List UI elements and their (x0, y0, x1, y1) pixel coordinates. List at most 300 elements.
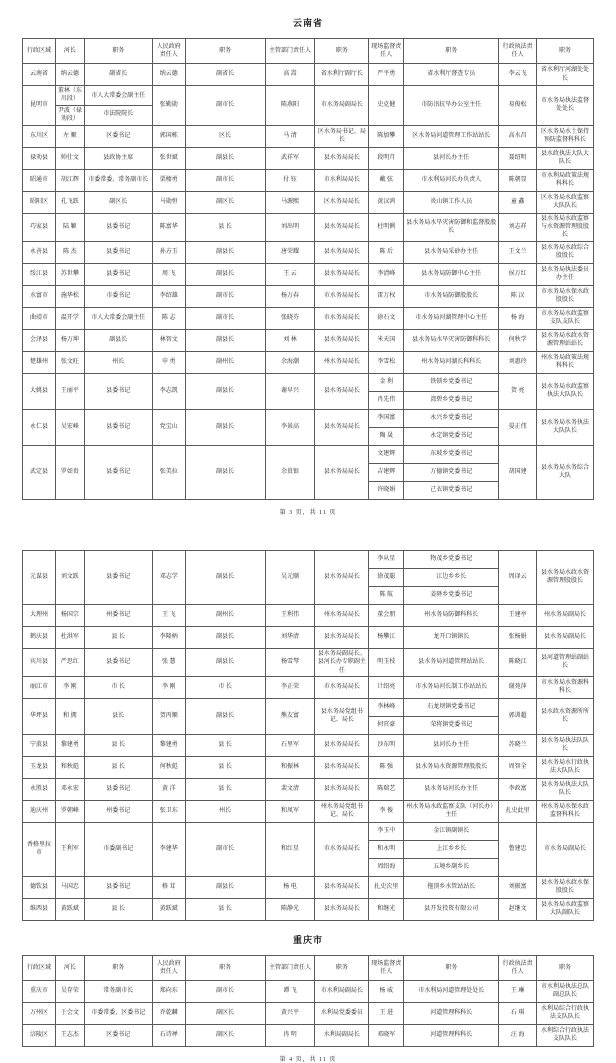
cell: 王 飞 (152, 604, 185, 626)
cell: 郭训超 (499, 698, 537, 734)
cell: 余贵银 (265, 445, 315, 499)
cell: 晏正伟 (499, 409, 537, 445)
cell: 昭通市 (23, 169, 56, 191)
cell: 格 茸 (152, 876, 185, 898)
cell: 市水务局水保水政股股长 (537, 285, 594, 307)
header-cell: 职务 (84, 39, 152, 64)
cell: 高 嵩 (265, 64, 315, 86)
cell: 县水务局副局长、县河长办专职副主任 (315, 648, 369, 676)
sub-cell: 李玉中 (377, 828, 396, 835)
cell: 州水务局副局长 (537, 604, 594, 626)
cell: 党宝山 (152, 409, 185, 445)
cell: 鹤庆县 (23, 626, 56, 648)
cell: 黄 洋 (152, 778, 185, 800)
cell: 区水务局书记、局长 (315, 125, 369, 147)
cell: 市委常委、常务副市长 (84, 169, 152, 191)
cell: 县水务局局长 (315, 241, 369, 263)
table-row (23, 169, 594, 191)
header-cell: 职务 (185, 955, 265, 980)
cell: 罗朝峰 (55, 800, 84, 822)
cell: 州长 (84, 351, 152, 373)
cell: 郭国栋 (152, 125, 185, 147)
cell: 副区长 (84, 191, 152, 213)
cell: 市委书记 (84, 285, 152, 307)
header-cell: 职务 (404, 39, 499, 64)
cell: 黄跃斌 (55, 898, 84, 920)
chongqing-table (22, 955, 594, 1047)
sub-cell: 李国富 (377, 415, 396, 422)
page-break-gap (22, 516, 594, 550)
cell: 苏晓兰 (499, 734, 537, 756)
cell: 陈瑞艺 (369, 778, 404, 800)
cell: 李政富 (499, 778, 537, 800)
cell: 昭阳区 (23, 191, 56, 213)
cell: 曲靖市 (23, 307, 56, 329)
table-row (23, 734, 594, 756)
sub-cell: 湾碧乡党委书记 (404, 391, 498, 409)
cell: 河道管理科科长 (404, 1002, 499, 1024)
cell: 李绍雄 (152, 285, 185, 307)
cell: 市水利局执法总队副总队长 (537, 980, 594, 1002)
cell: 刘出明 (265, 213, 315, 241)
cell: 黄汉鸿 (369, 191, 404, 213)
cell: 县水务局局长 (315, 626, 369, 648)
cell: 陈 杰 (55, 241, 84, 263)
cell: 谢早兴 (265, 373, 315, 409)
cell: 市委常委、区委书记 (84, 1002, 152, 1024)
cell: 刘 林 (265, 329, 315, 351)
page-footer-3: 第 3 页，共 11 页 (279, 509, 337, 516)
cell: 乔乾麟 (152, 1002, 185, 1024)
cell: 黄兴平 (265, 1002, 315, 1024)
header-cell: 人民政府责任人 (152, 955, 185, 980)
cell: 陈富华 (152, 213, 185, 241)
cell: 何秋学 (499, 329, 537, 351)
cell: 张杨娟 (499, 626, 537, 648)
cell: 刘志祥 (499, 213, 537, 241)
cell: 李景高 (265, 409, 315, 445)
cell: 维西县 (23, 898, 56, 920)
cell: 县水务局副局长 (537, 626, 594, 648)
cell: 县 长 (84, 626, 152, 648)
table-row (23, 778, 594, 800)
table-row (23, 86, 594, 126)
cell: 县水务局局长 (315, 147, 369, 169)
cell: 周 飞 (152, 263, 185, 285)
cell: 市水务局副局长 (315, 86, 369, 126)
cell (369, 409, 404, 445)
cell: 县水务局水政监察大队副队长 (537, 898, 594, 920)
cell: 州水务局水政监察支队（河长办）主任 (404, 800, 499, 822)
sub-cell: 万德镇党委书记 (404, 463, 498, 481)
table-row (23, 648, 594, 676)
cell: 杨万春 (265, 285, 315, 307)
cell: 李雪松 (369, 351, 404, 373)
cell: 石 琪 (499, 1002, 537, 1024)
cell: 董会朋 (369, 604, 404, 626)
cell: 水利局党委委员 (315, 1002, 369, 1024)
cell: 县 长 (185, 778, 265, 800)
cell: 王 云 (265, 263, 315, 285)
cell: 县水务局水政水资源管理股股长 (537, 550, 594, 604)
cell: 易俊松 (499, 86, 537, 126)
cell: 谭 飞 (265, 980, 315, 1002)
cell (369, 698, 404, 734)
cell: 宁蒗县 (23, 734, 56, 756)
cell: 副县长 (185, 698, 265, 734)
cell: 县水务局水旱灾害防御科科长 (404, 329, 499, 351)
cell: 副市长 (185, 307, 265, 329)
cell: 万州区 (23, 1002, 56, 1024)
cell: 区委书记 (84, 125, 152, 147)
cell: 县河道管理站副站长 (537, 648, 594, 676)
cell: 县政协主席 (84, 147, 152, 169)
cell: 杨 电 (265, 876, 315, 898)
cell: 陆 颖 (55, 213, 84, 241)
cell: 水利局综合行政执法支队队长 (537, 1002, 594, 1024)
cell: 县河长办主任 (404, 147, 499, 169)
cell: 刘振富 (499, 876, 537, 898)
cell: 鲁建忠 (499, 822, 537, 876)
cell: 副县长 (185, 409, 265, 445)
cell: 冉 明 (265, 1024, 315, 1046)
cell: 郑向东 (152, 980, 185, 1002)
cell: 永善县 (23, 241, 56, 263)
cell: 省水利厅督查专员 (404, 64, 499, 86)
header-cell: 主管部门责任人 (265, 39, 315, 64)
cell: 县委书记 (84, 409, 152, 445)
cell: 栗榛勇 (152, 169, 185, 191)
cell: 市防汛抗旱办公室主任 (404, 86, 499, 126)
cell: 邓晓军 (369, 1024, 404, 1046)
cell: 河道管理科科长 (404, 1024, 499, 1046)
cell: 大姚县 (23, 373, 56, 409)
cell: 县水务局采砂办主任 (404, 241, 499, 263)
cell: 副省长 (185, 64, 265, 86)
table-row (23, 263, 594, 285)
cell: 汪 海 (499, 1024, 537, 1046)
cell: 市水务局局长 (315, 676, 369, 698)
cell: 县水务局局长 (315, 373, 369, 409)
cell: 州水务局局长 (315, 351, 369, 373)
cell: 市水务局局长 (315, 285, 369, 307)
cell: 县水务局执法大队队长 (537, 778, 594, 800)
header-cell: 现场监督责任人 (369, 955, 404, 980)
cell: 石诗禅 (152, 1024, 185, 1046)
cell: 李志凯 (152, 373, 185, 409)
cell: 李正荣 (265, 676, 315, 698)
table-row (23, 125, 594, 147)
cell: 侯万红 (499, 263, 537, 285)
header-row (23, 955, 594, 980)
cell: 黎建勇 (55, 734, 84, 756)
table-row (23, 285, 594, 307)
cell (404, 822, 499, 876)
cell: 付 钰 (265, 169, 315, 191)
cell: 龙开口镇镇长 (404, 626, 499, 648)
cell: 陈晓江 (499, 648, 537, 676)
cell: 市水利局河长办负责人 (404, 169, 499, 191)
table-row (23, 1024, 594, 1046)
table-row (23, 64, 594, 86)
sub-cell: 文建辉 (377, 451, 396, 458)
cell: 戴 弦 (369, 169, 404, 191)
cell: 县水务局局长 (315, 734, 369, 756)
sub-cell: 金 利 (379, 379, 394, 386)
sub-cell: 东坡乡党委书记 (430, 451, 473, 458)
cell (369, 822, 404, 876)
cell: 县水务局水旱灾害防御和监督股股长 (404, 213, 499, 241)
sub-cell: 徐茂聪 (369, 568, 403, 586)
cell: 永胜县 (23, 778, 56, 800)
cell: 区长 (185, 125, 265, 147)
header-row (23, 39, 594, 64)
cell: 县水务局水资源管理股股长 (404, 756, 499, 778)
cell: 副县长 (185, 648, 265, 676)
cell: 县委书记 (84, 263, 152, 285)
table-row (23, 980, 594, 1002)
cell: 和红星 (265, 822, 315, 876)
header-cell: 主管部门责任人 (265, 955, 315, 980)
province-title-yunnan: 云南省 (292, 18, 323, 28)
cell: 副县长 (185, 373, 265, 409)
cell: 副区长 (185, 1024, 265, 1046)
cell: 县水务局局长 (315, 756, 369, 778)
cell: 段明月 (369, 147, 404, 169)
sub-cell: 李林峰 (377, 704, 396, 711)
cell: 区委书记 (84, 1024, 152, 1046)
cell: 马源熙 (265, 191, 315, 213)
cell: 王文兰 (499, 241, 537, 263)
sub-cell: 己衣镇党委书记 (404, 481, 498, 499)
cell: 省水利厅副厅长 (315, 64, 369, 86)
cell: 省水利厅河湖处处长 (537, 64, 594, 86)
header-cell: 河长 (55, 955, 84, 980)
table-row (23, 756, 594, 778)
cell: 县水务局局长 (315, 898, 369, 920)
cell: 禄劝县 (23, 147, 56, 169)
cell: 副州长 (185, 604, 265, 626)
header-cell: 职务 (84, 955, 152, 980)
cell: 县水务局水务综合大队 (537, 445, 594, 499)
header-cell: 行政区域 (23, 39, 56, 64)
cell: 县水务局河长办主任 (404, 778, 499, 800)
header-cell: 职务 (537, 39, 594, 64)
cell (369, 373, 404, 409)
cell: 县水务局局长 (315, 213, 369, 241)
cell: 邓志学 (152, 550, 185, 604)
cell: 王利伟 (265, 604, 315, 626)
cell: 县水务局局长 (315, 550, 369, 604)
cell: 巧家县 (23, 213, 56, 241)
cell: 县水政水资源所所长 (537, 698, 594, 734)
cell: 刘惠玲 (499, 351, 537, 373)
cell: 市水务局河湖管理中心主任 (404, 307, 499, 329)
cell: 吴存荣 (55, 980, 84, 1002)
cell: 邓永宏 (55, 778, 84, 800)
cell: 李云飞 (499, 64, 537, 86)
cell: 林智文 (152, 329, 185, 351)
cell: 赵继文 (499, 898, 537, 920)
sub-cell: 陶 晟 (369, 427, 403, 445)
cell: 县委书记 (84, 373, 152, 409)
cell: 州委书记 (84, 604, 152, 626)
cell: 于会文 (55, 1002, 84, 1024)
cell: 李建华 (152, 822, 185, 876)
cell: 市水务局防御股股长 (404, 285, 499, 307)
cell: 副市长 (185, 822, 265, 876)
sub-cell: 金江镇副镇长 (433, 828, 470, 835)
cell: 县水务局局长 (315, 778, 369, 800)
cell: 王利军 (55, 822, 84, 876)
cell: 县水务局党组书记、局长 (315, 698, 369, 734)
sub-cell: 铁锁乡党委书记 (430, 379, 473, 386)
cell: 县水务局水政监察与水资源管理股股长 (537, 213, 594, 241)
cell: 市 长 (185, 676, 265, 698)
cell: 迪庆州 (23, 800, 56, 822)
sub-cell: 和永明 (369, 840, 403, 858)
cell: 市水利局副局长 (315, 980, 369, 1002)
cell: 张 慧 (152, 648, 185, 676)
cell: 米天国 (369, 329, 404, 351)
sub-cell: 董林（东川段） (57, 88, 82, 103)
cell: 陈加攀 (369, 125, 404, 147)
cell: 副州长 (185, 351, 265, 373)
cell: 武定县 (23, 445, 56, 499)
cell: 副县长 (185, 329, 265, 351)
cell: 杨攀江 (369, 626, 404, 648)
cell: 县水务局局长 (315, 876, 369, 898)
cell: 县委书记 (84, 445, 152, 499)
cell: 区水务局河道管理工作站站长 (404, 125, 499, 147)
cell (404, 698, 499, 734)
sub-cell: 荣将镇党委书记 (404, 716, 498, 734)
cell: 陈 志 (152, 307, 185, 329)
cell: 余海潮 (265, 351, 315, 373)
cell: 张勤勋 (152, 86, 185, 126)
cell: 副区长 (185, 191, 265, 213)
table-row (23, 604, 594, 626)
cell: 陈 强 (369, 756, 404, 778)
cell: 区水务局局长 (315, 191, 369, 213)
province-title-chongqing: 重庆市 (292, 934, 323, 945)
table-row (23, 1002, 594, 1024)
header-cell: 职务 (185, 39, 265, 64)
header-cell: 河长 (55, 39, 84, 64)
cell: 州水务局防御科科长 (404, 604, 499, 626)
cell: 县河长办主任 (404, 734, 499, 756)
sub-cell: 周绍海 (369, 858, 403, 876)
header-cell: 职务 (315, 955, 369, 980)
cell: 市 长 (84, 676, 152, 698)
cell: 陈燕阳 (265, 86, 315, 126)
cell: 市水利局政策法规科科长 (537, 169, 594, 191)
sub-cell: 市法院院长 (85, 105, 152, 123)
cell: 张晓芬 (265, 307, 315, 329)
cell: 县委书记 (84, 648, 152, 676)
cell: 高水昌 (499, 125, 537, 147)
sub-cell: 何官豪 (369, 716, 403, 734)
sub-cell: 永兴乡党委书记 (430, 415, 473, 422)
cell: 孙方玉 (152, 241, 185, 263)
cell: 元谋县 (23, 550, 56, 604)
cell: 副县长 (185, 241, 265, 263)
cell (404, 373, 499, 409)
cell: 县水务局局长 (315, 329, 369, 351)
table-row (23, 626, 594, 648)
cell: 唐荣耀 (265, 241, 315, 263)
cell: 和继光 (369, 898, 404, 920)
cell: 县开发投资有限公司 (404, 898, 499, 920)
cell: 县水务局水行政执法大队队长 (537, 756, 594, 778)
sub-cell: 肖先伟 (369, 391, 403, 409)
cell: 县水务局局长 (315, 409, 369, 445)
cell: 华坪县 (23, 698, 56, 734)
cell: 杨雪琴 (265, 648, 315, 676)
sub-cell: 永定镇党委书记 (404, 427, 498, 445)
cell: 州水务局党组书记、局长 (315, 800, 369, 822)
table-row (23, 550, 594, 604)
cell: 贺丙顺 (152, 698, 185, 734)
cell: 马 清 (265, 125, 315, 147)
yunnan-table-part2 (22, 550, 594, 921)
cell: 申 勇 (152, 351, 185, 373)
cell: 副市长 (185, 169, 265, 191)
cell: 李 刚 (55, 676, 84, 698)
cell: 周智全 (499, 756, 537, 778)
cell: 张卫东 (152, 800, 185, 822)
sub-cell: 李从星 (377, 556, 396, 563)
page-footer-4: 第 4 页，共 11 页 (279, 1056, 337, 1063)
cell: 陈 汉 (499, 285, 537, 307)
table-row (23, 373, 594, 409)
cell: 史克健 (369, 86, 404, 126)
cell: 昆明市 (23, 86, 56, 126)
yunnan-table-part1 (22, 38, 594, 500)
cell (404, 409, 499, 445)
cell: 水利综合行政执法支队队长 (537, 1024, 594, 1046)
table-row (23, 800, 594, 822)
cell: 拖顶乡水管站站长 (404, 876, 499, 898)
cell: 石里军 (265, 734, 315, 756)
cell: 雷万权 (369, 285, 404, 307)
header-cell: 行政执法责任人 (499, 39, 537, 64)
sub-cell: 上江乡乡长 (404, 840, 498, 858)
cell (369, 445, 404, 499)
cell: 黎建勇 (152, 734, 185, 756)
cell: 杨 海 (499, 307, 537, 329)
cell: 永仁县 (23, 409, 56, 445)
cell: 吴元顺 (265, 550, 315, 604)
cell: 市水务局局长 (315, 307, 369, 329)
cell: 市水务局河长制工作站站长 (404, 676, 499, 698)
header-cell: 行政区域 (23, 955, 56, 980)
cell: 熊友富 (265, 698, 315, 734)
cell: 张文旺 (55, 351, 84, 373)
cell: 炎山镇工作人员 (404, 191, 499, 213)
cell: 县水务局局长 (315, 263, 369, 285)
table-row (23, 898, 594, 920)
cell: 副县长 (185, 626, 265, 648)
cell: 水富市 (23, 285, 56, 307)
cell: 县 长 (185, 213, 265, 241)
sub-cell: 吉建辉 (369, 463, 403, 481)
cell: 王 进 (369, 1002, 404, 1024)
cell: 云南省 (23, 64, 56, 86)
cell: 扎史次里 (369, 876, 404, 898)
cell: 杜洪军 (55, 626, 84, 648)
table-row (23, 409, 594, 445)
